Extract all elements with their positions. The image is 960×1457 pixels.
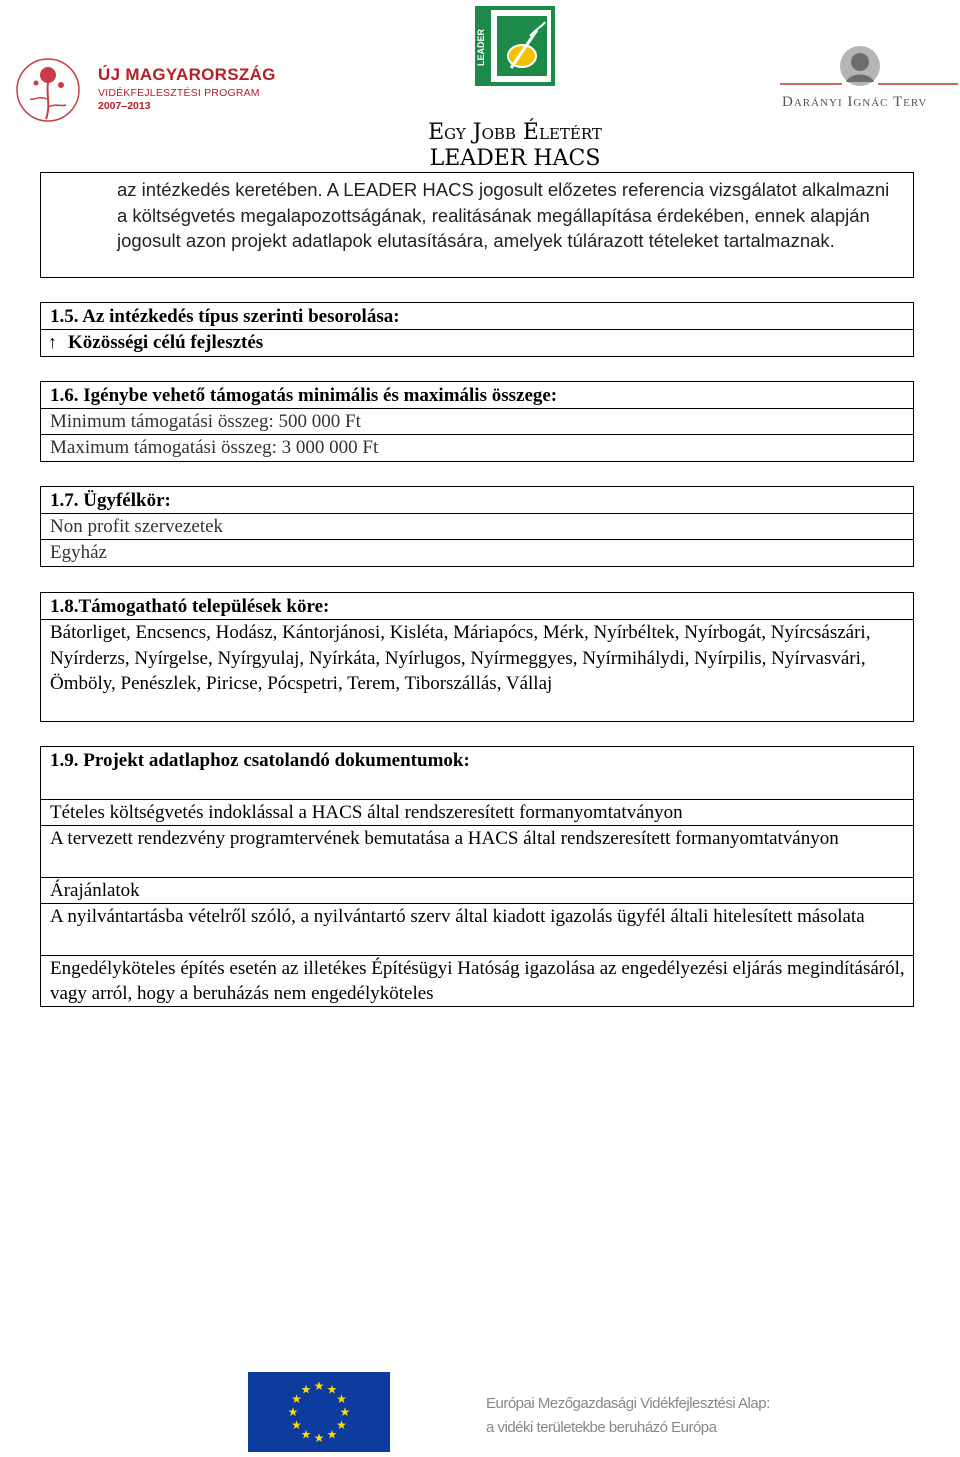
- section-heading: 1.9. Projekt adatlaphoz csatolandó dokumentumok:: [50, 750, 470, 771]
- eu-star-icon: ★: [300, 1427, 312, 1442]
- document-item: A tervezett rendezvény programtervének bemutatása a HACS által rendszeresített formanyomtatványon: [41, 825, 913, 851]
- section-heading: 1.6. Igénybe vehető támogatás minimális és maximális összege:: [50, 385, 558, 406]
- intro-box: [40, 172, 914, 278]
- portrait-emblem-icon: [780, 44, 958, 94]
- uj-magyarorszag-logo: [6, 55, 276, 125]
- intro-text: az intézkedés keretében. A LEADER HACS jogosult előzetes referencia vizsgálatot alkalmazni a költségvetés megalapozottságának, realitásának megállapítása érdekében, ennek alapján jogosult azon projekt adatlapok elutasítására, amelyek túlárazott tételeket tartalmaznak.: [117, 179, 890, 251]
- leader-logo: [475, 6, 555, 86]
- eu-star-icon: ★: [287, 1405, 299, 1419]
- document-item: Tételes költségvetés indoklással a HACS által rendszeresített formanyomtatványon: [41, 799, 913, 825]
- section-1-6: [40, 381, 914, 462]
- uj-logo-title: ÚJ MAGYARORSZÁG: [98, 65, 276, 84]
- title-line-2: LEADER HACS: [429, 146, 601, 171]
- eu-star-icon: ★: [339, 1405, 351, 1419]
- eu-star-icon: ★: [291, 1392, 302, 1406]
- eu-star-icon: ★: [291, 1418, 302, 1432]
- section-heading: 1.5. Az intézkedés típus szerinti besorolása:: [50, 306, 400, 327]
- classification-value: Közösségi célú fejlesztés: [68, 332, 264, 353]
- leader-vertical-label: LEADER: [476, 28, 486, 66]
- document-item: Árajánlatok: [41, 877, 913, 903]
- section-1-7: [40, 486, 914, 567]
- daranyi-logo-label: Darányi Ignác Terv: [782, 94, 928, 110]
- title-line-1: Egy Jobb Életért: [428, 120, 602, 145]
- section-heading: 1.7. Ügyfélkör:: [50, 490, 171, 511]
- eu-star-icon: ★: [313, 1379, 325, 1393]
- client-item: Non profit szervezetek: [41, 513, 913, 539]
- eu-star-icon: ★: [326, 1427, 338, 1442]
- eu-star-icon: ★: [300, 1382, 312, 1397]
- rose-emblem-icon: [6, 55, 91, 125]
- page-header: [0, 0, 960, 175]
- eu-star-icon: ★: [336, 1392, 347, 1406]
- client-item: Egyház: [41, 539, 913, 565]
- section-1-9: [40, 746, 914, 1007]
- section-1-8: [40, 592, 914, 722]
- eu-fund-line-2: a vidéki területekbe beruházó Európa: [486, 1419, 717, 1436]
- classification-row: [41, 329, 913, 355]
- settlements-list: Bátorliget, Encsencs, Hodász, Kántorjánosi, Kisléta, Máriapócs, Mérk, Nyírbéltek, Nyírbogát, Nyírcsászári, Nyírderzs, Nyírgelse, Nyírgyulaj, Nyírkáta, Nyírlugos, Nyírmeggyes, Nyírmihálydi, Nyírpilis, Nyírvasvári, Ömböly, Penészlek, Piricse, Pócspetri, Terem, Tiborszállás, Vállaj: [41, 619, 913, 697]
- eu-flag: [248, 1372, 390, 1452]
- eu-star-icon: ★: [326, 1382, 338, 1397]
- max-amount: Maximum támogatási összeg: 3 000 000 Ft: [41, 434, 913, 460]
- leader-emblem-icon: [475, 6, 555, 86]
- arrow-up-icon: ↑: [48, 332, 57, 352]
- eu-star-icon: ★: [336, 1418, 347, 1432]
- uj-logo-years: 2007–2013: [98, 100, 151, 112]
- min-amount: Minimum támogatási összeg: 500 000 Ft: [41, 408, 913, 434]
- section-1-5: [40, 302, 914, 357]
- eu-star-icon: ★: [313, 1431, 325, 1445]
- daranyi-ignac-terv-logo: [780, 44, 958, 122]
- page-title: [380, 120, 650, 172]
- uj-logo-subtitle: VIDÉKFEJLESZTÉSI PROGRAM: [98, 87, 260, 99]
- section-heading: 1.8.Támogatható települések köre:: [50, 596, 330, 617]
- eu-fund-line-1: Európai Mezőgazdasági Vidékfejlesztési Alap:: [486, 1395, 770, 1412]
- eu-fund-caption: [486, 1392, 770, 1440]
- eu-stars-icon: [248, 1372, 390, 1452]
- document-item: Engedélyköteles építés esetén az illetékes Építésügyi Hatóság igazolása az engedélyezési eljárás megindításáról, vagy arról, hogy a beruházás nem engedélyköteles: [41, 955, 913, 1006]
- document-item: A nyilvántartásba vételről szóló, a nyilvántartó szerv által kiadott igazolás ügyfél általi hitelesített másolata: [41, 903, 913, 929]
